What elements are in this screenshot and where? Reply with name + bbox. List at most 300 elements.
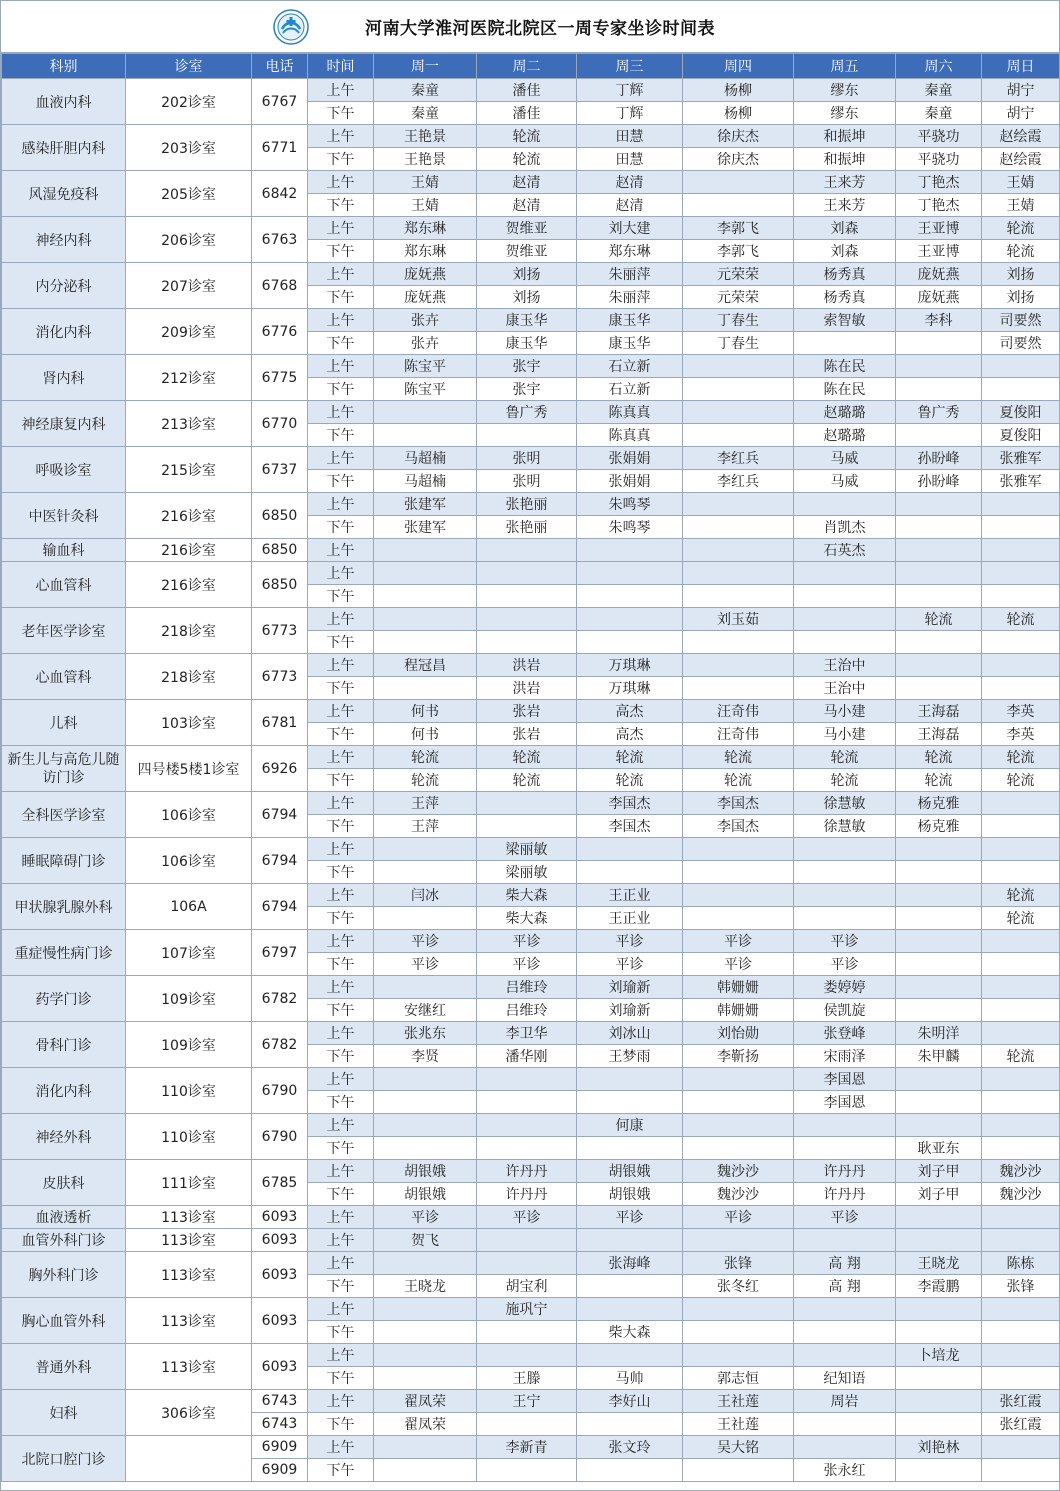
doctor-cell: [683, 1091, 794, 1114]
doctor-cell: 胡银娥: [577, 1183, 683, 1206]
clinic-room: 206诊室: [126, 217, 252, 263]
doctor-cell: 贺飞: [374, 1229, 477, 1252]
doctor-cell: [374, 401, 477, 424]
department-name: 骨科门诊: [2, 1022, 126, 1068]
clinic-room: 106诊室: [126, 792, 252, 838]
doctor-cell: 李红兵: [683, 447, 794, 470]
phone-number: 6770: [252, 401, 308, 447]
time-slot: 上午: [308, 447, 374, 470]
doctor-cell: 何康: [577, 1114, 683, 1137]
time-slot: 下午: [308, 723, 374, 746]
doctor-cell: [896, 378, 982, 401]
doctor-cell: 洪岩: [477, 677, 577, 700]
department-name: 甲状腺乳腺外科: [2, 884, 126, 930]
doctor-cell: [477, 815, 577, 838]
phone-number: 6850: [252, 539, 308, 562]
column-header: 科别: [2, 54, 126, 79]
doctor-cell: 秦童: [374, 102, 477, 125]
doctor-cell: [374, 1252, 477, 1275]
phone-number: 6776: [252, 309, 308, 355]
doctor-cell: [896, 838, 982, 861]
time-slot: 下午: [308, 861, 374, 884]
time-slot: 下午: [308, 1321, 374, 1344]
time-slot: 上午: [308, 1022, 374, 1045]
doctor-cell: 魏沙沙: [982, 1183, 1060, 1206]
doctor-cell: 杨秀真: [794, 263, 896, 286]
doctor-cell: 轮流: [982, 217, 1060, 240]
doctor-cell: 马威: [794, 447, 896, 470]
doctor-cell: 李贤: [374, 1045, 477, 1068]
doctor-cell: [982, 355, 1060, 378]
doctor-cell: [794, 1298, 896, 1321]
doctor-cell: 胡银娥: [577, 1160, 683, 1183]
phone-number: 6850: [252, 562, 308, 608]
schedule-row: [2, 1390, 1060, 1413]
clinic-room: 218诊室: [126, 608, 252, 654]
doctor-cell: 赵清: [577, 171, 683, 194]
schedule-body: [2, 79, 1060, 1482]
time-slot: 下午: [308, 1367, 374, 1390]
doctor-cell: [683, 585, 794, 608]
doctor-cell: [683, 378, 794, 401]
doctor-cell: 李新青: [477, 1436, 577, 1459]
doctor-cell: [683, 194, 794, 217]
doctor-cell: 马超楠: [374, 447, 477, 470]
doctor-cell: [794, 1436, 896, 1459]
doctor-cell: [683, 1068, 794, 1091]
doctor-cell: 张艳丽: [477, 493, 577, 516]
doctor-cell: 王治中: [794, 677, 896, 700]
doctor-cell: 平诊: [374, 1206, 477, 1229]
doctor-cell: [477, 1413, 577, 1436]
doctor-cell: 吕维玲: [477, 999, 577, 1022]
doctor-cell: [896, 1298, 982, 1321]
schedule-row: [2, 608, 1060, 631]
department-name: 普通外科: [2, 1344, 126, 1390]
phone-number: 6763: [252, 217, 308, 263]
doctor-cell: 轮流: [794, 746, 896, 769]
department-name: 神经康复内科: [2, 401, 126, 447]
department-name: 心血管科: [2, 654, 126, 700]
doctor-cell: 康玉华: [477, 309, 577, 332]
doctor-cell: 康玉华: [577, 332, 683, 355]
doctor-cell: 张冬红: [683, 1275, 794, 1298]
doctor-cell: 平骁功: [896, 125, 982, 148]
time-slot: 下午: [308, 148, 374, 171]
doctor-cell: 王社莲: [683, 1390, 794, 1413]
doctor-cell: 张文玲: [577, 1436, 683, 1459]
doctor-cell: 王滕: [477, 1367, 577, 1390]
phone-number: 6909: [252, 1459, 308, 1482]
time-slot: 下午: [308, 194, 374, 217]
department-name: 血液内科: [2, 79, 126, 125]
time-slot: 下午: [308, 1275, 374, 1298]
doctor-cell: [896, 953, 982, 976]
doctor-cell: 刘玉茹: [683, 608, 794, 631]
time-slot: 下午: [308, 286, 374, 309]
time-slot: 上午: [308, 493, 374, 516]
doctor-cell: 杨柳: [683, 102, 794, 125]
doctor-cell: 张娟娟: [577, 447, 683, 470]
schedule-row: [2, 1160, 1060, 1183]
time-slot: 上午: [308, 562, 374, 585]
doctor-cell: 秦童: [896, 102, 982, 125]
doctor-cell: 刘森: [794, 240, 896, 263]
doctor-cell: [577, 1413, 683, 1436]
doctor-cell: 张卉: [374, 332, 477, 355]
doctor-cell: [896, 562, 982, 585]
doctor-cell: [794, 884, 896, 907]
time-slot: 上午: [308, 217, 374, 240]
doctor-cell: [374, 677, 477, 700]
clinic-room: 113诊室: [126, 1229, 252, 1252]
doctor-cell: 张卉: [374, 309, 477, 332]
clinic-room: 107诊室: [126, 930, 252, 976]
clinic-room: 109诊室: [126, 976, 252, 1022]
column-header: 周四: [683, 54, 794, 79]
doctor-cell: 贺维亚: [477, 217, 577, 240]
doctor-cell: 轮流: [683, 769, 794, 792]
doctor-cell: [896, 332, 982, 355]
doctor-cell: [477, 1114, 577, 1137]
doctor-cell: [683, 1229, 794, 1252]
doctor-cell: [982, 1206, 1060, 1229]
time-slot: 上午: [308, 355, 374, 378]
doctor-cell: 张锋: [683, 1252, 794, 1275]
doctor-cell: 缪东: [794, 79, 896, 102]
doctor-cell: 马小建: [794, 723, 896, 746]
doctor-cell: 赵璐璐: [794, 401, 896, 424]
doctor-cell: 赵绘霞: [982, 125, 1060, 148]
phone-number: 6926: [252, 746, 308, 792]
time-slot: 下午: [308, 631, 374, 654]
doctor-cell: [683, 884, 794, 907]
department-name: 神经外科: [2, 1114, 126, 1160]
clinic-room: 111诊室: [126, 1160, 252, 1206]
doctor-cell: 平诊: [794, 930, 896, 953]
doctor-cell: 徐庆杰: [683, 148, 794, 171]
doctor-cell: 陈栋: [982, 1252, 1060, 1275]
schedule-row: [2, 838, 1060, 861]
doctor-cell: 郭志恒: [683, 1367, 794, 1390]
column-header: 周六: [896, 54, 982, 79]
department-name: 重症慢性病门诊: [2, 930, 126, 976]
doctor-cell: 李英: [982, 723, 1060, 746]
doctor-cell: 轮流: [683, 746, 794, 769]
doctor-cell: 王治中: [794, 654, 896, 677]
schedule-row: [2, 401, 1060, 424]
time-slot: 下午: [308, 332, 374, 355]
doctor-cell: 丁辉: [577, 79, 683, 102]
doctor-cell: 平诊: [683, 1206, 794, 1229]
doctor-cell: 周岩: [794, 1390, 896, 1413]
doctor-cell: [683, 631, 794, 654]
department-name: 老年医学诊室: [2, 608, 126, 654]
phone-number: 6771: [252, 125, 308, 171]
doctor-cell: [577, 1091, 683, 1114]
doctor-cell: [896, 355, 982, 378]
doctor-cell: 康玉华: [577, 309, 683, 332]
doctor-cell: [577, 1275, 683, 1298]
doctor-cell: 朱丽萍: [577, 263, 683, 286]
doctor-cell: [577, 1137, 683, 1160]
clinic-room: 113诊室: [126, 1252, 252, 1298]
doctor-cell: [477, 1229, 577, 1252]
doctor-cell: [982, 999, 1060, 1022]
doctor-cell: [794, 332, 896, 355]
doctor-cell: [374, 1298, 477, 1321]
doctor-cell: 梁丽敏: [477, 861, 577, 884]
time-slot: 上午: [308, 309, 374, 332]
doctor-cell: 李国杰: [577, 792, 683, 815]
doctor-cell: 田慧: [577, 148, 683, 171]
doctor-cell: 高 翔: [794, 1275, 896, 1298]
doctor-cell: [374, 1459, 477, 1482]
doctor-cell: 平诊: [577, 1206, 683, 1229]
doctor-cell: [374, 1091, 477, 1114]
doctor-cell: [982, 1459, 1060, 1482]
doctor-cell: 康玉华: [477, 332, 577, 355]
doctor-cell: 平诊: [794, 1206, 896, 1229]
department-name: 皮肤科: [2, 1160, 126, 1206]
doctor-cell: [477, 608, 577, 631]
doctor-cell: [477, 1137, 577, 1160]
doctor-cell: [577, 838, 683, 861]
time-slot: 上午: [308, 79, 374, 102]
doctor-cell: [374, 861, 477, 884]
doctor-cell: 孙盼峰: [896, 447, 982, 470]
column-header: 诊室: [126, 54, 252, 79]
doctor-cell: 轮流: [982, 769, 1060, 792]
doctor-cell: 马帅: [577, 1367, 683, 1390]
doctor-cell: [896, 976, 982, 999]
schedule-row: [2, 171, 1060, 194]
phone-number: 6785: [252, 1160, 308, 1206]
phone-number: 6093: [252, 1344, 308, 1390]
doctor-cell: 韩姗姗: [683, 976, 794, 999]
clinic-room: 213诊室: [126, 401, 252, 447]
phone-number: 6773: [252, 608, 308, 654]
doctor-cell: [982, 516, 1060, 539]
doctor-cell: 王晓龙: [374, 1275, 477, 1298]
schedule-row: [2, 263, 1060, 286]
department-name: 妇科: [2, 1390, 126, 1436]
doctor-cell: [477, 1344, 577, 1367]
department-name: 儿科: [2, 700, 126, 746]
doctor-cell: [374, 424, 477, 447]
time-slot: 下午: [308, 1045, 374, 1068]
time-slot: 下午: [308, 585, 374, 608]
clinic-room: 103诊室: [126, 700, 252, 746]
time-slot: 上午: [308, 263, 374, 286]
doctor-cell: [896, 1413, 982, 1436]
doctor-cell: [477, 1252, 577, 1275]
doctor-cell: [896, 424, 982, 447]
doctor-cell: [896, 907, 982, 930]
phone-number: 6794: [252, 884, 308, 930]
doctor-cell: 轮流: [477, 746, 577, 769]
phone-number: 6737: [252, 447, 308, 493]
schedule-row: [2, 976, 1060, 999]
doctor-cell: 侯凯旋: [794, 999, 896, 1022]
department-name: 呼吸诊室: [2, 447, 126, 493]
doctor-cell: [896, 654, 982, 677]
doctor-cell: 李科: [896, 309, 982, 332]
department-name: 睡眠障碍门诊: [2, 838, 126, 884]
clinic-room: 106诊室: [126, 838, 252, 884]
doctor-cell: 郑东琳: [374, 217, 477, 240]
doctor-cell: 洪岩: [477, 654, 577, 677]
doctor-cell: 平诊: [577, 953, 683, 976]
clinic-room: 110诊室: [126, 1114, 252, 1160]
doctor-cell: [794, 1114, 896, 1137]
doctor-cell: 王宁: [477, 1390, 577, 1413]
doctor-cell: 庞妩燕: [374, 263, 477, 286]
doctor-cell: [577, 861, 683, 884]
doctor-cell: 潘佳: [477, 79, 577, 102]
time-slot: 下午: [308, 999, 374, 1022]
doctor-cell: 陈真真: [577, 424, 683, 447]
column-header: 周日: [982, 54, 1060, 79]
doctor-cell: 王亚博: [896, 217, 982, 240]
doctor-cell: 王正业: [577, 884, 683, 907]
doctor-cell: [577, 1229, 683, 1252]
clinic-room: 216诊室: [126, 539, 252, 562]
doctor-cell: 李国杰: [683, 792, 794, 815]
schedule-row: [2, 930, 1060, 953]
clinic-room: 203诊室: [126, 125, 252, 171]
doctor-cell: 柴大森: [477, 884, 577, 907]
doctor-cell: 杨克雅: [896, 792, 982, 815]
time-slot: 上午: [308, 1114, 374, 1137]
clinic-room: 209诊室: [126, 309, 252, 355]
time-slot: 下午: [308, 953, 374, 976]
doctor-cell: 李红兵: [683, 470, 794, 493]
column-header: 周五: [794, 54, 896, 79]
doctor-cell: 纪知语: [794, 1367, 896, 1390]
doctor-cell: [683, 654, 794, 677]
doctor-cell: [683, 516, 794, 539]
doctor-cell: [683, 401, 794, 424]
doctor-cell: 赵清: [477, 171, 577, 194]
doctor-cell: 司要然: [982, 309, 1060, 332]
doctor-cell: 徐庆杰: [683, 125, 794, 148]
doctor-cell: [896, 1459, 982, 1482]
doctor-cell: 娄婷婷: [794, 976, 896, 999]
doctor-cell: 平诊: [477, 1206, 577, 1229]
doctor-cell: [683, 355, 794, 378]
doctor-cell: 平诊: [577, 930, 683, 953]
doctor-cell: 宋雨泽: [794, 1045, 896, 1068]
doctor-cell: 赵绘霞: [982, 148, 1060, 171]
doctor-cell: 魏沙沙: [683, 1160, 794, 1183]
doctor-cell: 刘冰山: [577, 1022, 683, 1045]
phone-number: 6782: [252, 1022, 308, 1068]
doctor-cell: [896, 999, 982, 1022]
doctor-cell: 李郭飞: [683, 217, 794, 240]
doctor-cell: 刘扬: [477, 263, 577, 286]
doctor-cell: [374, 1114, 477, 1137]
doctor-cell: 胡宁: [982, 79, 1060, 102]
schedule-table: [1, 53, 1060, 1482]
doctor-cell: [374, 1321, 477, 1344]
time-slot: 下午: [308, 102, 374, 125]
doctor-cell: 李国恩: [794, 1091, 896, 1114]
doctor-cell: 轮流: [896, 769, 982, 792]
doctor-cell: 张锋: [982, 1275, 1060, 1298]
time-slot: 上午: [308, 125, 374, 148]
doctor-cell: [982, 1137, 1060, 1160]
doctor-cell: 轮流: [477, 769, 577, 792]
doctor-cell: [577, 539, 683, 562]
schedule-row: [2, 493, 1060, 516]
doctor-cell: [982, 1298, 1060, 1321]
time-slot: 上午: [308, 171, 374, 194]
doctor-cell: 丁辉: [577, 102, 683, 125]
doctor-cell: 刘瑜新: [577, 999, 683, 1022]
phone-number: 6781: [252, 700, 308, 746]
clinic-room: 106A: [126, 884, 252, 930]
doctor-cell: 陈在民: [794, 355, 896, 378]
doctor-cell: 王婧: [374, 171, 477, 194]
time-slot: 下午: [308, 516, 374, 539]
time-slot: 上午: [308, 1206, 374, 1229]
doctor-cell: 王婧: [982, 171, 1060, 194]
doctor-cell: 张岩: [477, 700, 577, 723]
clinic-room: 110诊室: [126, 1068, 252, 1114]
phone-number: 6794: [252, 838, 308, 884]
schedule-row: [2, 1206, 1060, 1229]
doctor-cell: 丁艳杰: [896, 171, 982, 194]
phone-number: 6909: [252, 1436, 308, 1459]
department-name: 风湿免疫科: [2, 171, 126, 217]
doctor-cell: [794, 608, 896, 631]
doctor-cell: [683, 539, 794, 562]
doctor-cell: 田慧: [577, 125, 683, 148]
doctor-cell: [577, 1459, 683, 1482]
phone-number: 6842: [252, 171, 308, 217]
doctor-cell: 李郭飞: [683, 240, 794, 263]
schedule-row: [2, 125, 1060, 148]
phone-number: 6093: [252, 1252, 308, 1298]
time-slot: 下午: [308, 1137, 374, 1160]
doctor-cell: [374, 608, 477, 631]
doctor-cell: 李霞鹏: [896, 1275, 982, 1298]
doctor-cell: 张建军: [374, 516, 477, 539]
column-header: 周一: [374, 54, 477, 79]
doctor-cell: 杨柳: [683, 79, 794, 102]
doctor-cell: [982, 1321, 1060, 1344]
doctor-cell: 轮流: [982, 884, 1060, 907]
doctor-cell: 王社莲: [683, 1413, 794, 1436]
doctor-cell: 和振坤: [794, 148, 896, 171]
time-slot: 上午: [308, 746, 374, 769]
doctor-cell: [794, 1413, 896, 1436]
doctor-cell: 许丹丹: [477, 1183, 577, 1206]
doctor-cell: 轮流: [577, 769, 683, 792]
schedule-row: [2, 1022, 1060, 1045]
doctor-cell: [982, 1344, 1060, 1367]
doctor-cell: 轮流: [374, 769, 477, 792]
doctor-cell: 李好山: [577, 1390, 683, 1413]
clinic-room: 202诊室: [126, 79, 252, 125]
schedule-row: [2, 746, 1060, 769]
schedule-row: [2, 1298, 1060, 1321]
doctor-cell: 丁春生: [683, 332, 794, 355]
doctor-cell: 丁春生: [683, 309, 794, 332]
schedule-row: [2, 447, 1060, 470]
phone-number: 6790: [252, 1114, 308, 1160]
